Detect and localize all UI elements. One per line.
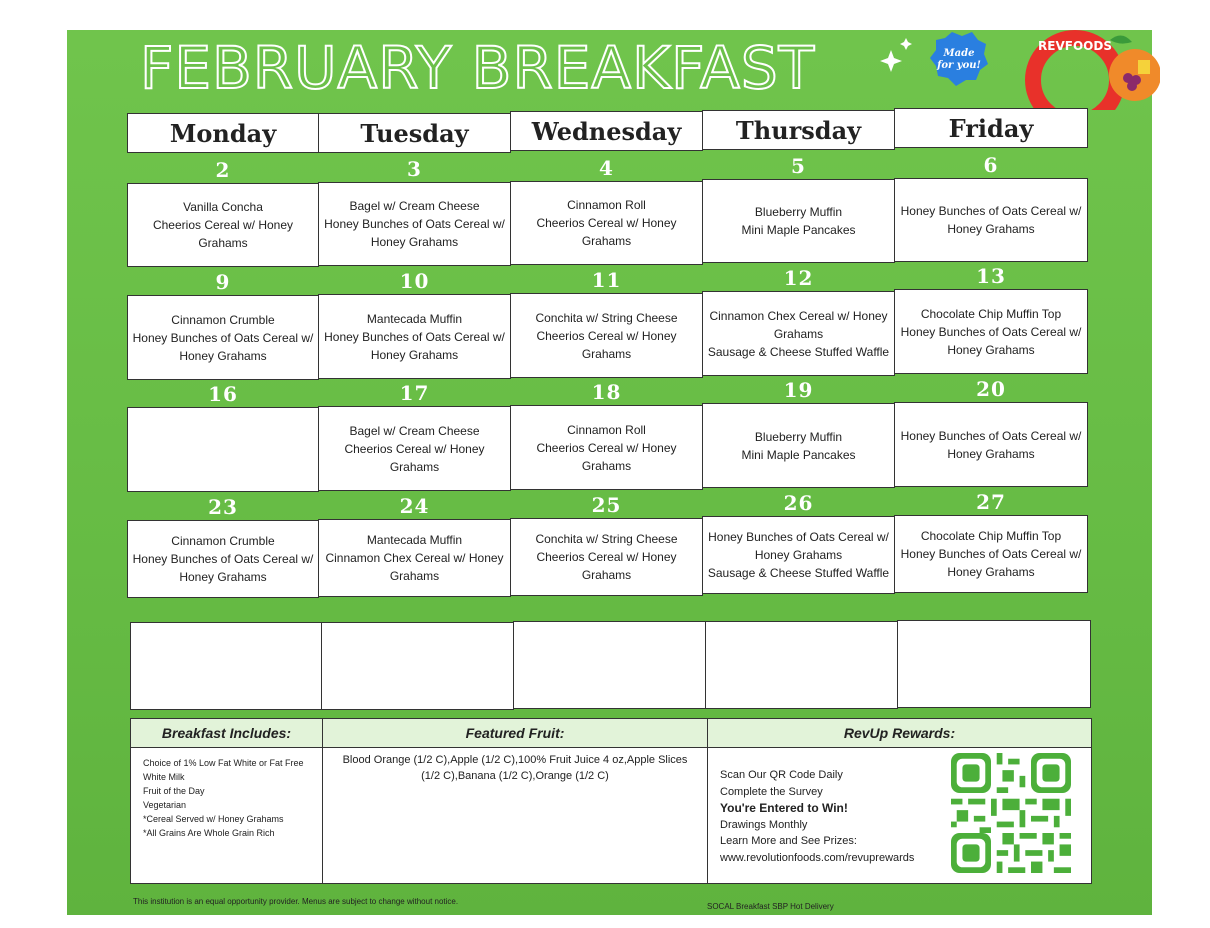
- menu-item: Cheerios Cereal w/ Honey: [536, 216, 677, 230]
- includes-item: Fruit of the Day: [143, 786, 205, 796]
- menu-item: Vanilla Concha: [183, 200, 263, 214]
- menu-item: Mini Maple Pancakes: [741, 223, 856, 237]
- badge-text-line1: Made: [943, 48, 975, 59]
- date-number: 19: [783, 378, 814, 402]
- badge-text-line2: for you!: [937, 60, 981, 71]
- menu-item: Honey Bunches of Oats Cereal w/: [132, 552, 314, 566]
- date-number: 11: [591, 268, 622, 292]
- menu-item: Bagel w/ Cream Cheese: [349, 423, 480, 438]
- date-number: 27: [976, 490, 1006, 514]
- menu-item: Bagel w/ Cream Cheese: [349, 199, 480, 213]
- page-title: FEBRUARY BREAKFAST: [140, 34, 816, 102]
- menu-item: Honey Bunches of Oats Cereal w/: [132, 330, 314, 345]
- menu-item: Cheerios Cereal w/ Honey: [536, 550, 677, 564]
- menu-item: Honey Grahams: [947, 446, 1035, 461]
- menu-item: Conchita w/ String Cheese: [535, 532, 678, 546]
- menu-item: Sausage & Cheese Stuffed Waffle: [707, 344, 890, 359]
- menu-cell: [318, 294, 511, 379]
- menu-item: Cinnamon Chex Cereal w/ Honey: [325, 551, 504, 565]
- date-number: 23: [208, 495, 238, 519]
- menu-cell: [894, 289, 1088, 374]
- empty-cell: [897, 620, 1091, 708]
- qr-code-icon[interactable]: [951, 753, 1071, 873]
- menu-item: Honey Bunches of Oats Cereal w/: [900, 204, 1082, 218]
- menu-item: Mantecada Muffin: [366, 311, 463, 326]
- menu-item: Cheerios Cereal w/ Honey: [152, 218, 294, 232]
- menu-cell: [510, 518, 703, 596]
- featured-fruit-heading: Featured Fruit:: [323, 719, 707, 748]
- breakfast-includes-section: [131, 719, 323, 883]
- includes-item: *All Grains Are Whole Grain Rich: [143, 828, 275, 838]
- footer-disclaimer: This institution is an equal opportunity provider. Menus are subject to change without notice.: [133, 897, 459, 906]
- day-header-thursday: Thursday: [702, 110, 895, 150]
- menu-item: Grahams: [389, 459, 440, 474]
- date-number: 16: [208, 382, 238, 406]
- menu-cell: [702, 403, 895, 488]
- menu-item: Honey Grahams: [370, 347, 459, 362]
- menu-item: Chocolate Chip Muffin Top: [920, 529, 1062, 543]
- menu-item: Mantecada Muffin: [366, 533, 463, 547]
- date-number: 17: [399, 381, 430, 405]
- menu-cell: [702, 516, 895, 594]
- revup-rewards-heading: RevUp Rewards:: [708, 719, 1091, 748]
- menu-cell: [510, 293, 703, 378]
- revup-rewards-section: [708, 719, 1091, 883]
- date-number: 20: [976, 377, 1006, 401]
- menu-cell: [318, 519, 511, 597]
- fruit-icon: [1109, 35, 1160, 101]
- day-header-monday: Monday: [127, 113, 319, 153]
- menu-item: Honey Grahams: [179, 348, 267, 363]
- info-panel: [130, 718, 1092, 884]
- rewards-line: Scan Our QR Code Daily: [720, 769, 843, 781]
- rewards-url[interactable]: www.revolutionfoods.com/revuprewards: [720, 851, 915, 864]
- sparkle-icon: [880, 38, 912, 72]
- menu-item: Grahams: [773, 326, 824, 341]
- date-number: 13: [976, 264, 1006, 288]
- menu-item: Honey Grahams: [370, 235, 459, 249]
- menu-cell: [702, 179, 895, 263]
- menu-item: Blueberry Muffin: [754, 429, 843, 444]
- menu-cell-empty: [127, 407, 319, 492]
- menu-item: Cheerios Cereal w/ Honey: [536, 440, 677, 455]
- date-number: 18: [591, 380, 622, 404]
- menu-cell: [127, 295, 319, 380]
- date-number: 26: [783, 491, 814, 515]
- date-number: 5: [791, 154, 806, 178]
- menu-item: Grahams: [581, 234, 632, 248]
- breakfast-includes-heading: Breakfast Includes:: [131, 719, 322, 748]
- menu-item: Honey Bunches of Oats Cereal w/: [900, 324, 1082, 339]
- menu-item: Honey Bunches of Oats Cereal w/: [708, 530, 889, 544]
- menu-item: Sausage & Cheese Stuffed Waffle: [707, 566, 890, 580]
- menu-item: Grahams: [198, 236, 248, 250]
- day-header-friday: Friday: [894, 108, 1088, 148]
- menu-item: Honey Bunches of Oats Cereal w/: [900, 428, 1082, 443]
- menu-item: Grahams: [581, 458, 632, 473]
- menu-cell: [510, 405, 703, 490]
- menu-cell: [318, 406, 511, 491]
- day-header-tuesday: Tuesday: [318, 113, 511, 153]
- menu-item: Honey Bunches of Oats Cereal w/: [324, 329, 505, 344]
- date-number: 3: [407, 157, 422, 181]
- menu-item: Honey Grahams: [754, 548, 843, 562]
- menu-item: Grahams: [389, 569, 440, 583]
- empty-cell: [321, 622, 514, 710]
- featured-fruit-text: Blood Orange (1/2 C),Apple (1/2 C),100% Fruit Juice 4 oz,Apple Slices (1/2 C),Banana (1/2 C),Orange (1/2 C): [342, 754, 688, 782]
- date-number: 24: [399, 494, 430, 518]
- rewards-text: [720, 767, 914, 866]
- featured-fruit-section: [323, 719, 708, 883]
- menu-item: Cinnamon Roll: [567, 422, 646, 437]
- revfoods-logo: [870, 30, 1160, 110]
- includes-item: Vegetarian: [143, 800, 187, 810]
- menu-item: Honey Bunches of Oats Cereal w/: [900, 547, 1082, 561]
- menu-item: Grahams: [581, 568, 632, 582]
- includes-item: Choice of 1% Low Fat White or Fat Free: [143, 758, 304, 768]
- menu-cell: [318, 182, 511, 266]
- date-number: 10: [399, 269, 430, 293]
- menu-item: Mini Maple Pancakes: [741, 447, 856, 462]
- menu-item: Cheerios Cereal w/ Honey: [536, 328, 677, 343]
- empty-cell: [130, 622, 322, 710]
- rewards-line: You're Entered to Win!: [720, 801, 848, 815]
- includes-item: *Cereal Served w/ Honey Grahams: [143, 814, 284, 824]
- date-number: 6: [983, 153, 999, 177]
- date-number: 12: [783, 266, 814, 290]
- menu-item: Chocolate Chip Muffin Top: [920, 306, 1062, 321]
- day-header-wednesday: Wednesday: [510, 111, 703, 151]
- menu-item: Honey Grahams: [179, 570, 267, 584]
- empty-cell: [705, 621, 898, 709]
- menu-item: Honey Grahams: [947, 222, 1035, 236]
- menu-cell: [127, 183, 319, 267]
- menu-item: Cinnamon Chex Cereal w/ Honey: [709, 308, 888, 323]
- menu-item: Cinnamon Roll: [567, 198, 646, 212]
- footer-delivery-note: SOCAL Breakfast SBP Hot Delivery: [707, 902, 834, 911]
- date-number: 9: [215, 270, 231, 294]
- menu-item: Cinnamon Crumble: [171, 534, 275, 548]
- brand-text: REVFOODS: [1038, 39, 1112, 53]
- menu-item: Cheerios Cereal w/ Honey: [344, 441, 485, 456]
- menu-cell: [894, 515, 1088, 593]
- rewards-line: Learn More and See Prizes:: [720, 835, 857, 847]
- menu-cell: [894, 402, 1088, 487]
- menu-item: Blueberry Muffin: [754, 205, 843, 219]
- date-number: 4: [599, 156, 614, 180]
- empty-cell: [513, 621, 706, 709]
- menu-cell: [127, 520, 319, 598]
- menu-item: Honey Grahams: [947, 565, 1035, 579]
- menu-cell: [702, 291, 895, 376]
- menu-item: Honey Grahams: [947, 342, 1035, 357]
- menu-cell: [894, 178, 1088, 262]
- rewards-line: Drawings Monthly: [720, 818, 808, 831]
- menu-item: Cinnamon Crumble: [171, 312, 275, 327]
- includes-list: [143, 756, 322, 840]
- menu-item: Honey Bunches of Oats Cereal w/: [324, 217, 505, 231]
- date-number: 2: [215, 158, 231, 182]
- includes-item: White Milk: [143, 772, 185, 782]
- menu-item: Conchita w/ String Cheese: [535, 310, 678, 325]
- menu-cell: [510, 181, 703, 265]
- rewards-line: Complete the Survey: [720, 785, 823, 798]
- menu-item: Grahams: [581, 346, 632, 361]
- date-number: 25: [591, 493, 622, 517]
- revfoods-ring: [1033, 38, 1117, 110]
- made-for-you-badge: [930, 32, 988, 86]
